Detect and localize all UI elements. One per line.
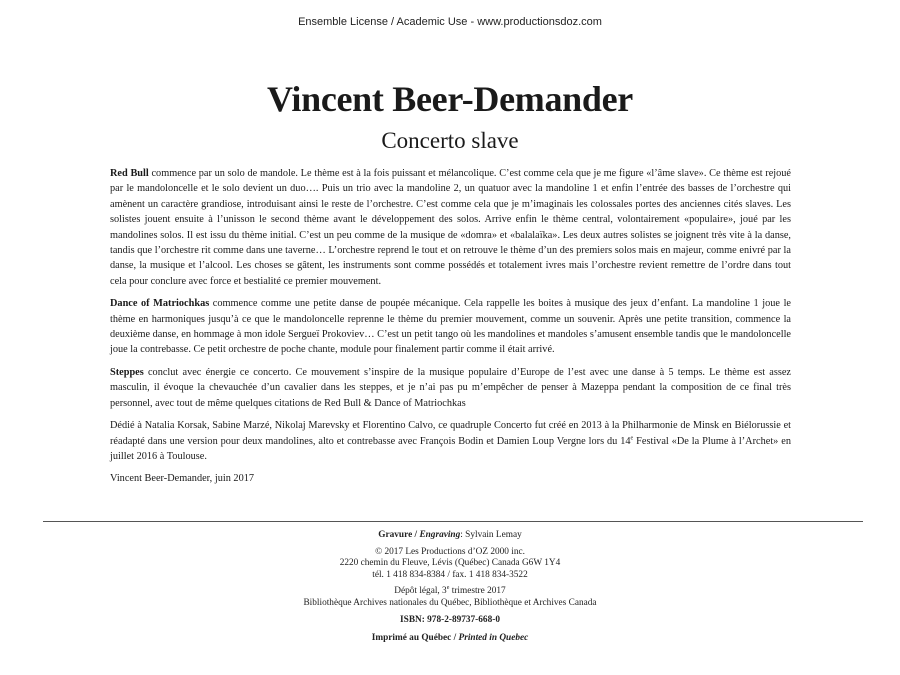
notes-paragraph-steppes (110, 365, 791, 411)
engraving-separator: / (412, 530, 420, 540)
printed-separator: / (451, 633, 459, 644)
isbn: ISBN: 978-2-89737-668-0 (400, 614, 500, 625)
notes-text-matriochkas: commence comme une petite danse de poupée mécanique. Cela rappelle les boites à musique des jeux d’enfant. La mandoline 1 joue le thème en harmoniques jusqu’à ce que le mandoloncelle reprenne le thème du premier mouvement, comme un souvenir. Après une petite transition, commence la deuxième danse, en hommage à mon idole Sergueï Prokoviev… C’est un petit tango où les mandolines et mandoles s’amusent ensemble tandis que le mandoloncelle joue la contrebasse. Ce petit orchestre de poche chante, module pour finalement partir comme il était arrivé. (110, 298, 791, 356)
isbn-line (0, 615, 900, 627)
address-line: 2220 chemin du Fleuve, Lévis (Québec) Canada G6W 1Y4 (339, 558, 561, 569)
engraving-label-en: Engraving (419, 530, 461, 540)
notes-paragraph-dedication (110, 418, 791, 464)
dedication-text: Dédié à Natalia Korsak, Sabine Marzé, Nikolaj Marevsky et Florentino Calvo, ce quadruple Concerto fut créé en 2013 à la Philharmonie de Minsk en Biélorussie et réadapté dans une version pour deux mandolines, alto et contrebasse avec François Bodin et Damien Loup Vergne lors du 14 (110, 420, 791, 447)
work-title: Concerto slave (381, 128, 519, 153)
signature: Vincent Beer-Demander, juin 2017 (110, 473, 255, 485)
printed-line (0, 633, 900, 645)
engraving-line (0, 530, 900, 542)
composer-name: Vincent Beer-Demander (267, 79, 633, 119)
notes-text-steppes: conclut avec énergie ce concerto. Ce mouvement s’inspire de la musique populaire d’Europe de l’est avec une danse à 5 temps. Le thème est assez masculin, il évoque la chevauchée d’un cavalier dans les steppes, et je n’ai pas pu m’empêcher de penser à Mazeppa pendant la composition de ce final très personnel, avec tout de même quelques citations de Red Bull & Dance of Matriochkas (110, 366, 791, 409)
notes-text-red-bull: commence par un solo de mandole. Le thème est à la fois puissant et mélancolique. C’est comme cela que je me figure «l’âme slave». Ce thème est rejoué par le mandoloncelle et le solo devient un duo…. Puis un trio avec la mandoline 2, un quatuor avec la mandoline 1 et enfin l’entrée des basses de l’orchestre qui amènent un caractère grandiose, introduisant ainsi le reste de l’orchestre. C’est comme cela que je m’imaginais les colossales portes des anciennes cités slaves. Les solistes jouent ensuite à l’unisson le second thème avant le développement des solos. Arrive enfin le thème central, volontairement «populaire», joué par les mandolines solos. Il est issu du thème initial. C’est un peu comme de la musique de «domra» et «balalaïka». Les deux autres solistes se joignent très vite à la danse, tandis que l’orchestre rit comme dans une taverne… L’orchestre reprend le tout et on retrouve le thème d’un des premiers solos mais en majeur, comme enivré par la danse, la musique et l’alcool. Les choses se gâtent, les instruments sont comme possédés et totalement ivres mais l’orchestre revient remettre de l’ordre dans tout cela pour conclure avec force et bestialité ce premier mouvement. (110, 168, 792, 287)
legal-deposit-text: Dépôt légal, 3 (394, 586, 447, 597)
printed-fr: Imprimé au Québec (371, 633, 452, 644)
legal-deposit-line (0, 586, 900, 598)
legal-deposit-superscript: e (446, 585, 450, 592)
dedication-text-end: Festival «De la Plume à l’Archet» en juillet 2016 à Toulouse. (110, 435, 791, 462)
copyright-line: © 2017 Les Productions d’OZ 2000 inc. (375, 546, 525, 557)
movement-title-steppes: Steppes (110, 366, 144, 378)
license-header: Ensemble License / Academic Use - www.productionsdoz.com (298, 16, 602, 28)
notes-paragraph-red-bull (110, 166, 791, 289)
movement-title-matriochkas: Dance of Matriochkas (110, 298, 210, 310)
program-notes (110, 166, 791, 494)
publisher-credits (0, 530, 900, 645)
notes-paragraph-matriochkas (110, 296, 791, 358)
phone-line: tél. 1 418 834-8384 / fax. 1 418 834-3522 (372, 569, 528, 580)
legal-deposit-text-end: trimestre 2017 (449, 586, 506, 597)
ordinal-superscript: e (630, 435, 634, 442)
library-line: Bibliothèque Archives nationales du Québec, Bibliothèque et Archives Canada (303, 597, 597, 608)
engraver-name: : Sylvain Lemay (460, 530, 522, 540)
printed-en: Printed in Quebec (458, 633, 529, 644)
footer-divider (43, 521, 863, 522)
engraving-label: Gravure (378, 530, 413, 540)
movement-title-red-bull: Red Bull (110, 168, 149, 179)
